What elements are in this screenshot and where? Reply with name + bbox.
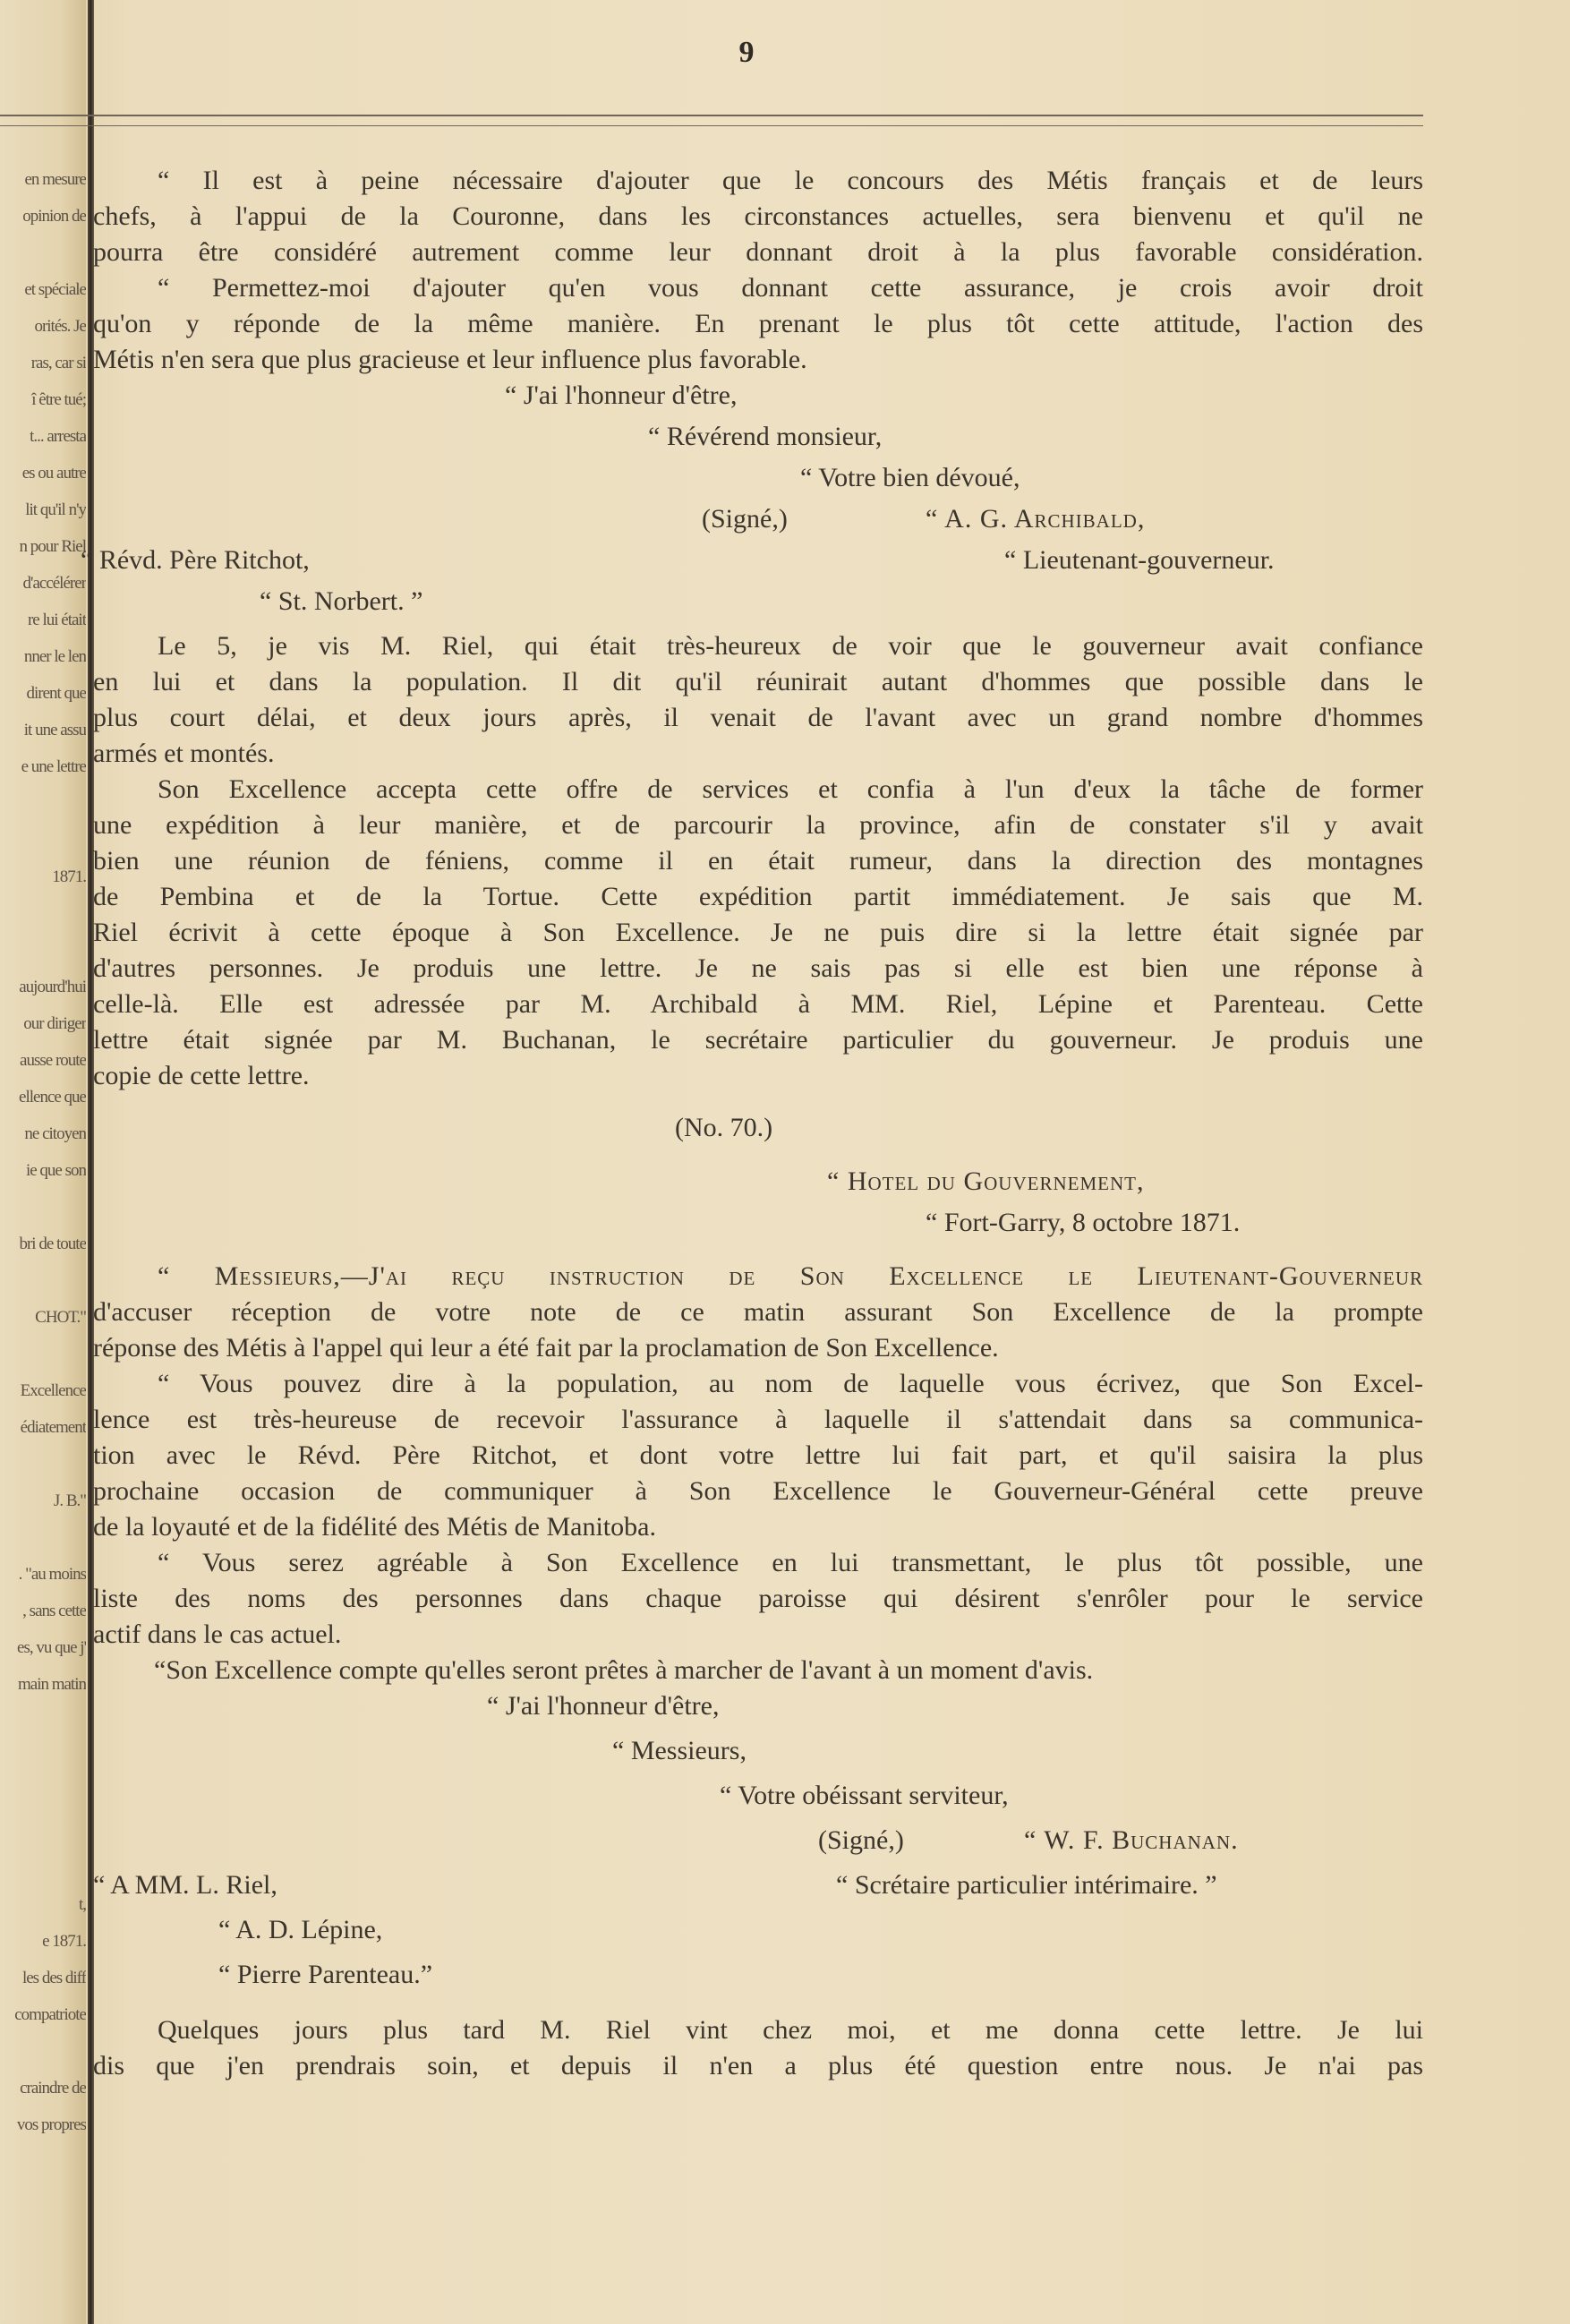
facing-page-fragment: dirent que — [26, 684, 86, 703]
text-line: armés et montés. — [93, 739, 275, 768]
facing-page-fragment: t, — [78, 1895, 86, 1914]
text-line: chefs, à l'appui de la Couronne, dans les circonstances actuelles, sera bienvenu et qu'il ne — [93, 201, 1423, 231]
text-line: pourra être considéré autrement comme leur donnant droit à la plus favorable considération. — [93, 237, 1423, 267]
text-line: celle-là. Elle est adressée par M. Archibald à MM. Riel, Lépine et Parenteau. Cette — [93, 989, 1423, 1019]
addressee-riel: “ A MM. L. Riel, — [93, 1870, 277, 1900]
text-line: bien une réunion de féniens, comme il en était rumeur, dans la direction des montagnes — [93, 846, 1423, 876]
paragraph-9 — [93, 2012, 1423, 2084]
text-line: de la loyauté et de la fidélité des Métis de Manitoba. — [93, 1512, 656, 1542]
facing-page-fragment: édiatement — [20, 1418, 86, 1437]
facing-page-fragment: 1871. — [52, 867, 86, 886]
text-line: lence est très-heureuse de recevoir l'assurance à laquelle il s'attendait dans sa communica- — [93, 1405, 1423, 1434]
text-line: “ Permettez-moi d'ajouter qu'en vous donnant cette assurance, je crois avoir droit — [158, 273, 1423, 303]
text-line: “ Il est à peine nécessaire d'ajouter que le concours des Métis français et de leurs — [158, 166, 1423, 195]
facing-page-fragment: î être tué; — [31, 390, 86, 409]
facing-page-fragment: lit qu'il n'y — [25, 500, 86, 519]
paragraph-1 — [93, 163, 1423, 270]
text-line: liste des noms des personnes dans chaque paroisse qui désirent s'enrôler pour le service — [93, 1584, 1423, 1613]
closing-block-2 — [93, 1688, 1423, 2007]
text-line: plus court délai, et deux jours après, il venait de l'avant avec un grand nombre d'hommes — [93, 703, 1423, 732]
text-line: “Son Excellence compte qu'elles seront prêtes à marcher de l'avant à un moment d'avis. — [154, 1655, 1094, 1685]
facing-page-fragment: Excellence — [20, 1381, 86, 1400]
paragraph-6 — [93, 1366, 1423, 1545]
facing-page-fragment: craindre de — [20, 2079, 86, 2098]
closing-block-1 — [81, 378, 1423, 625]
text-line: actif dans le cas actuel. — [93, 1619, 342, 1649]
signer-name-2: “ W. F. Buchanan. — [1024, 1825, 1239, 1855]
facing-page-fragment: e une lettre — [21, 757, 86, 776]
facing-page-fragment: re lui était — [27, 611, 86, 629]
facing-page-fragment: en mesure — [24, 170, 86, 189]
text-line: dis que j'en prendrais soin, et depuis il n'en a plus été question entre nous. Je n'ai pas — [93, 2051, 1423, 2080]
addressee-place: “ St. Norbert. ” — [260, 586, 423, 616]
facing-page-fragment: opinion de — [22, 207, 86, 226]
facing-page-fragment: main matin — [17, 1675, 86, 1694]
closing-salutation-2: “ Messieurs, — [612, 1736, 747, 1765]
text-line: Quelques jours plus tard M. Riel vint chez moi, et me donna cette lettre. Je lui — [158, 2015, 1423, 2045]
text-line: lettre était signée par M. Buchanan, le secrétaire particulier du gouverneur. Je produis une — [93, 1025, 1423, 1055]
facing-page-fragment: aujourd'hui — [19, 978, 86, 996]
text-line: d'accuser réception de votre note de ce matin assurant Son Excellence de la prompte — [93, 1297, 1423, 1327]
addressee-parenteau: “ Pierre Parenteau.” — [218, 1960, 433, 1989]
addressee: “ Révd. Père Ritchot, — [81, 545, 310, 575]
signed-label-2: (Signé,) — [818, 1825, 904, 1855]
paragraph-2 — [93, 270, 1423, 378]
facing-page-fragment: t... arresta — [30, 427, 86, 446]
closing-devoue: “ Votre bien dévoué, — [800, 463, 1020, 492]
facing-page-fragment: orités. Je — [34, 317, 86, 336]
closing-serviteur: “ Votre obéissant serviteur, — [720, 1781, 1009, 1810]
letter-number: (No. 70.) — [675, 1113, 773, 1142]
text-line: Le 5, je vis M. Riel, qui était très-heureux de voir que le gouverneur avait confiance — [158, 631, 1423, 661]
facing-page-fragment: ne citoyen — [24, 1124, 86, 1143]
text-line: de Pembina et de la Tortue. Cette expédition partit immédiatement. Je sais que M. — [93, 882, 1423, 911]
facing-page-fragment: nner le len — [23, 647, 86, 666]
text-line: qu'on y réponde de la même manière. En prenant le plus tôt cette attitude, l'action des — [93, 309, 1423, 338]
facing-page-fragment: les des diff — [21, 1969, 86, 1987]
closing-honneur: “ J'ai l'honneur d'être, — [505, 380, 738, 410]
letter-date: “ Fort-Garry, 8 octobre 1871. — [926, 1208, 1241, 1237]
facing-page-fragment: d'accélérer — [22, 574, 86, 593]
facing-page-fragment: e 1871. — [42, 1932, 86, 1951]
facing-page-fragment: CHOT." — [35, 1308, 86, 1327]
text-line: tion avec le Révd. Père Ritchot, et dont votre lettre lui fait part, et qu'il saisira la plus — [93, 1440, 1423, 1470]
facing-page-fragment: n pour Riel — [19, 537, 86, 556]
text-line — [93, 1259, 1423, 1294]
closing-salutation: “ Révérend monsieur, — [648, 422, 883, 451]
text-line: d'autres personnes. Je produis une lettre. Je ne sais pas si elle est bien une réponse à — [93, 953, 1423, 983]
facing-page-fragment: vos propres — [16, 2115, 86, 2134]
facing-page-edge — [0, 0, 86, 2324]
facing-page-fragment: bri de toute — [19, 1235, 86, 1253]
closing-honneur-2: “ J'ai l'honneur d'être, — [487, 1691, 720, 1721]
text-line: Riel écrivit à cette époque à Son Excellence. Je ne puis dire si la lettre était signée par — [93, 918, 1423, 947]
text-line: Son Excellence accepta cette offre de services et confia à l'un d'eux la tâche de former — [158, 774, 1423, 804]
signer-title: “ Lieutenant-gouverneur. — [1004, 545, 1275, 575]
text-line: en lui et dans la population. Il dit qu'il réunirait autant d'hommes que possible dans le — [93, 667, 1423, 696]
page-number: 9 — [738, 36, 755, 69]
text-line: une expédition à leur manière, et de parcourir la province, afin de constater s'il y avait — [93, 810, 1423, 840]
facing-page-fragment: ausse route — [20, 1051, 86, 1070]
text-line: réponse des Métis à l'appel qui leur a été fait par la proclamation de Son Excellence. — [93, 1333, 999, 1363]
facing-page-fragment: . "au moins — [18, 1565, 86, 1584]
signer-title-2: “ Scrétaire particulier intérimaire. ” — [836, 1870, 1217, 1900]
signer-name: “ A. G. Archibald, — [926, 504, 1146, 534]
text-line: Métis n'en sera que plus gracieuse et leur influence plus favorable. — [93, 345, 807, 374]
header-rule-top — [0, 115, 1423, 116]
addressee-lepine: “ A. D. Lépine, — [218, 1915, 383, 1944]
facing-page-fragment: compatriote — [14, 2005, 86, 2024]
facing-page-fragment: ie que son — [25, 1161, 86, 1180]
text-line-content: “ Messieurs,—J'ai reçu instruction de Son Excellence le Lieutenant-Gouverneur — [158, 1261, 1423, 1291]
text-line: “ Vous serez agréable à Son Excellence en lui transmettant, le plus tôt possible, une — [158, 1548, 1423, 1577]
paragraph-5 — [93, 1259, 1423, 1366]
paragraph-8 — [93, 1653, 1423, 1688]
facing-page-fragment: our diriger — [23, 1014, 86, 1033]
signed-label: (Signé,) — [702, 504, 788, 534]
facing-page-fragment: es, vu que j' — [17, 1638, 86, 1657]
facing-page-fragment: ellence que — [19, 1088, 86, 1106]
letter-hotel: “ Hotel du Gouvernement, — [827, 1166, 1145, 1196]
text-line: prochaine occasion de communiquer à Son Excellence le Gouverneur-Général cette preuve — [93, 1476, 1423, 1506]
body-text — [81, 163, 1423, 2084]
facing-page-fragment: es ou autre — [21, 464, 86, 483]
facing-page-fragment: ras, car si — [30, 354, 86, 372]
text-line: “ Vous pouvez dire à la population, au nom de laquelle vous écrivez, que Son Excel- — [158, 1369, 1423, 1398]
header-rule-bottom — [0, 125, 1423, 126]
facing-page-fragment: it une assu — [23, 721, 86, 739]
facing-page-fragment: et spéciale — [24, 280, 86, 299]
paragraph-4 — [93, 772, 1423, 1094]
facing-page-fragment: J. B." — [53, 1491, 86, 1510]
text-line: copie de cette lettre. — [93, 1061, 310, 1090]
facing-page-fragment: , sans cette — [22, 1602, 86, 1620]
paragraph-7 — [93, 1545, 1423, 1653]
paragraph-3 — [93, 628, 1423, 772]
